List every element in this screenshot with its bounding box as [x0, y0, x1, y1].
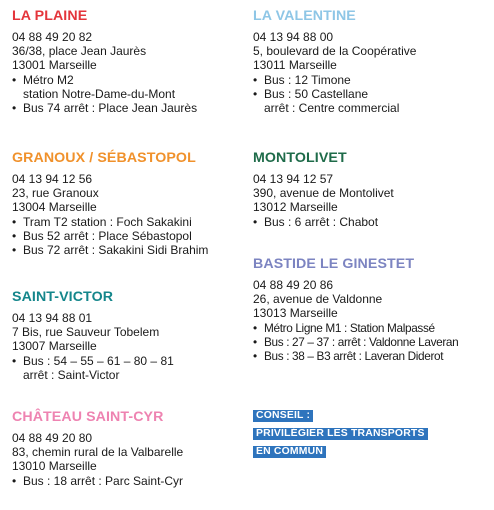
conseil-text-line: EN COMMUN	[253, 446, 326, 458]
postal-city: 13001 Marseille	[12, 58, 97, 73]
street-address: 83, chemin rural de la Valbarelle	[12, 445, 184, 460]
phone-number: 04 13 94 88 01	[12, 311, 93, 325]
transport-list	[12, 73, 244, 116]
transport-list	[253, 215, 491, 229]
center-title: SAINT-VICTOR	[12, 289, 114, 305]
transport-item: • Bus : 12 Timone	[253, 73, 491, 87]
transport-item: • Bus 72 arrêt : Sakakini Sidi Brahim	[12, 243, 244, 257]
street-address: 7 Bis, rue Sauveur Tobelem	[12, 325, 160, 340]
center-granoux	[12, 150, 244, 257]
conseil-box	[253, 405, 428, 459]
transport-list	[253, 321, 491, 364]
phone-number: 04 13 94 12 56	[12, 172, 93, 186]
street-address: 36/38, place Jean Jaurès	[12, 44, 147, 59]
transport-item: • Tram T2 station : Foch Sakakini	[12, 215, 244, 229]
postal-city: 13010 Marseille	[12, 459, 97, 474]
transport-item: • Métro M2 station Notre-Dame-du-Mont	[12, 73, 244, 101]
transport-list	[12, 354, 244, 382]
street-address: 23, rue Granoux	[12, 186, 99, 201]
postal-city: 13007 Marseille	[12, 339, 97, 354]
transport-item: • Bus : 6 arrêt : Chabot	[253, 215, 491, 229]
postal-city: 13012 Marseille	[253, 200, 338, 215]
center-montolivet	[253, 150, 491, 229]
phone-number: 04 13 94 88 00	[253, 30, 334, 44]
transport-item: • Bus : 50 Castellane arrêt : Centre commercial	[253, 87, 491, 115]
center-title: LA VALENTINE	[253, 8, 356, 24]
center-title: LA PLAINE	[12, 8, 88, 24]
transport-item: • Bus 74 arrêt : Place Jean Jaurès	[12, 101, 244, 115]
center-chateau-saint-cyr	[12, 409, 244, 488]
transport-list	[12, 215, 244, 258]
center-la-plaine	[12, 8, 244, 115]
transport-item: • Bus : 18 arrêt : Parc Saint-Cyr	[12, 474, 244, 488]
conseil-text-line: PRIVILÉGIER LES TRANSPORTS	[253, 428, 428, 440]
center-title: CHÂTEAU SAINT-CYR	[12, 409, 164, 425]
center-title: MONTOLIVET	[253, 150, 347, 166]
conseil-label: CONSEIL :	[253, 410, 313, 422]
center-saint-victor	[12, 289, 244, 382]
transport-item: • Bus : 27 – 37 : arrêt : Valdonne Laveran	[253, 335, 491, 349]
phone-number: 04 88 49 20 82	[12, 30, 93, 44]
street-address: 5, boulevard de la Coopérative	[253, 44, 417, 59]
transport-item: • Métro Ligne M1 : Station Malpassé	[253, 321, 491, 335]
transport-item: • Bus : 38 – B3 arrêt : Laveran Diderot	[253, 349, 491, 363]
phone-number: 04 13 94 12 57	[253, 172, 334, 186]
phone-number: 04 88 49 20 80	[12, 431, 93, 445]
center-la-valentine	[253, 8, 491, 115]
transport-item: • Bus : 54 – 55 – 61 – 80 – 81 arrêt : Saint-Victor	[12, 354, 244, 382]
transport-list	[253, 73, 491, 116]
phone-number: 04 88 49 20 86	[253, 278, 334, 292]
transport-item: • Bus 52 arrêt : Place Sébastopol	[12, 229, 244, 243]
street-address: 26, avenue de Valdonne	[253, 292, 383, 307]
postal-city: 13011 Marseille	[253, 58, 337, 73]
center-title: GRANOUX / SÉBASTOPOL	[12, 150, 196, 166]
street-address: 390, avenue de Montolivet	[253, 186, 394, 201]
postal-city: 13004 Marseille	[12, 200, 97, 215]
postal-city: 13013 Marseille	[253, 306, 338, 321]
center-title: BASTIDE LE GINESTET	[253, 256, 415, 272]
transport-list	[12, 474, 244, 488]
center-bastide-le-ginestet	[253, 256, 491, 363]
